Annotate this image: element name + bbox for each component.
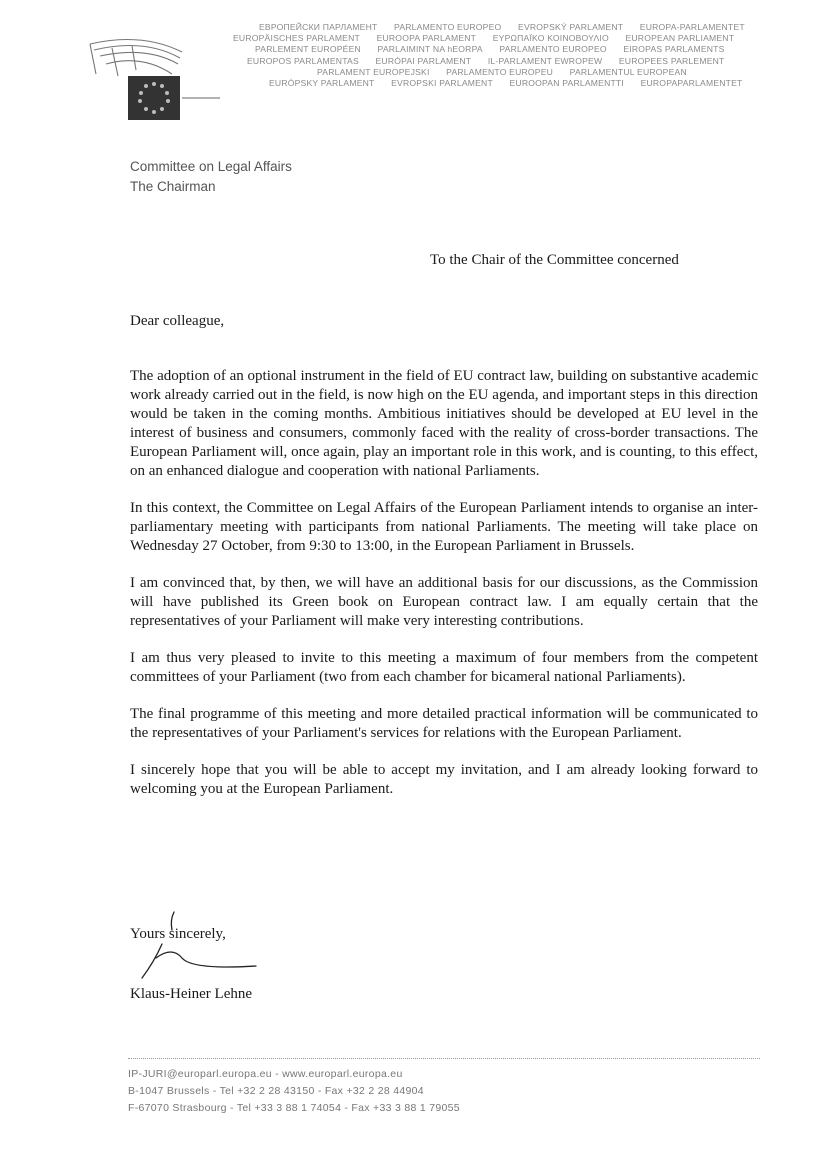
parliament-name: EUROPAPARLAMENTET	[640, 77, 743, 88]
body-paragraph: I am thus very pleased to invite to this meeting a maximum of four members from the competent committees of your Parliament (two from each chamber for bicameral national Parliaments).	[130, 650, 758, 685]
parliament-name: EUROOPA PARLAMENT	[376, 33, 477, 44]
parliament-name: EIROPAS PARLAMENTS	[623, 44, 725, 55]
parliament-names-row	[225, 56, 785, 67]
parliament-names-header	[225, 22, 785, 89]
parliament-name: PARLEMENT EUROPÉEN	[255, 44, 361, 55]
sender-role: The Chairman	[130, 179, 216, 194]
parliament-name: EVROPSKÝ PARLAMENT	[518, 22, 624, 32]
parliament-name: EUROPEES PARLEMENT	[618, 55, 725, 66]
parliament-name: PARLAMENTO EUROPEU	[446, 66, 554, 77]
parliament-names-row	[225, 33, 785, 44]
parliament-name: EUROOPAN PARLAMENTTI	[509, 77, 624, 88]
sender-block	[130, 157, 292, 197]
parliament-names-row	[225, 44, 785, 55]
parliament-names-row	[225, 67, 785, 78]
parliament-names-row	[225, 22, 785, 33]
parliament-name: PARLAMENTUL EUROPEAN	[569, 66, 687, 77]
parliament-names-row	[225, 78, 785, 89]
footer-email-web: IP-JURI@europarl.europa.eu - www.europarl.europa.eu	[128, 1068, 403, 1080]
parliament-name: ЕВРОПЕЙСКИ ПАРЛАМЕНТ	[259, 22, 378, 32]
sender-committee: Committee on Legal Affairs	[130, 159, 292, 174]
parliament-name: EUROPEAN PARLIAMENT	[625, 33, 735, 44]
parliament-name: EURÓPSKY PARLAMENT	[269, 77, 375, 88]
parliament-name: EVROPSKI PARLAMENT	[391, 77, 493, 88]
parliament-name: PARLAIMINT NA hEORPA	[377, 44, 483, 55]
closing: Yours sincerely,	[130, 926, 226, 942]
parliament-name: EURÓPAI PARLAMENT	[375, 55, 472, 66]
footer-divider	[128, 1058, 760, 1059]
body-paragraph: The final programme of this meeting and more detailed practical information will be communicated to the representatives of your Parliament's services for relations with the European Parliament.	[130, 706, 758, 741]
parliament-name: PARLAMENT EUROPEJSKI	[317, 66, 430, 77]
european-parliament-logo-icon	[82, 24, 222, 124]
parliament-name: EUROPA-PARLAMENTET	[639, 22, 745, 32]
parliament-name: PARLAMENTO EUROPEO	[499, 44, 607, 55]
recipient-line: To the Chair of the Committee concerned	[430, 252, 679, 268]
signer-name: Klaus-Heiner Lehne	[130, 986, 253, 1002]
body-paragraph: The adoption of an optional instrument in the field of EU contract law, building on substantive academic work already carried out in the field, is now high on the EU agenda, and important steps in this direction would be taken in the coming months. Ambitious initiatives should be developed at EU level in the interest of business and consumers, commonly faced with the reality of cross-border transactions. The European Parliament will, once again, play an important role in this work, and is counting, to this effect, on an enhanced dialogue and cooperation with national Parliaments.	[130, 368, 758, 479]
footer-contact	[128, 1066, 460, 1117]
body-paragraph: In this context, the Committee on Legal Affairs of the European Parliament intends to organise an inter-parliamentary meeting with participants from national Parliaments. The meeting will take place on Wednesday 27 October, from 9:30 to 13:00, in the European Parliament in Brussels.	[130, 500, 758, 554]
handwritten-signature	[128, 906, 268, 986]
footer-strasbourg: F-67070 Strasbourg - Tel +33 3 88 1 74054 - Fax +33 3 88 1 79055	[128, 1102, 460, 1114]
body-paragraph: I am convinced that, by then, we will have an additional basis for our discussions, as the Commission will have published its Green book on European contract law. I am equally certain that the representatives of your Parliament will make very interesting contributions.	[130, 575, 758, 629]
parliament-name: EUROPOS PARLAMENTAS	[247, 55, 359, 66]
parliament-name: ΕΥΡΩΠΑΪΚΟ ΚΟΙΝΟΒΟΥΛΙΟ	[492, 33, 609, 44]
footer-brussels: B-1047 Brussels - Tel +32 2 28 43150 - Fax +32 2 28 44904	[128, 1085, 424, 1097]
parliament-name: PARLAMENTO EUROPEO	[394, 22, 502, 32]
body-paragraph: I sincerely hope that you will be able to accept my invitation, and I am already looking forward to welcoming you at the European Parliament.	[130, 762, 758, 797]
parliament-name: IL-PARLAMENT EWROPEW	[487, 55, 603, 66]
salutation: Dear colleague,	[130, 313, 225, 329]
parliament-name: EUROPÄISCHES PARLAMENT	[233, 33, 360, 44]
letter-body	[130, 367, 758, 817]
